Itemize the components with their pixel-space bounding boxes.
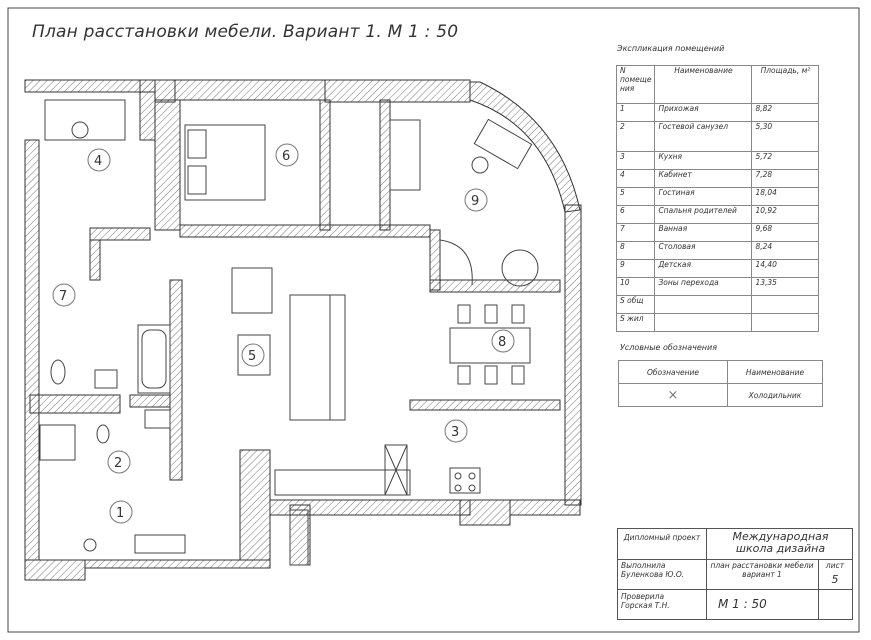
room-8-label: 8 (498, 335, 507, 350)
furniture (40, 100, 538, 565)
room-5-label: 5 (248, 349, 257, 364)
explication-cell-area (752, 296, 819, 314)
title-block (617, 528, 853, 620)
room-9-label: 9 (471, 194, 480, 209)
stamp-doc-title: план расстановки мебели вариант 1 (710, 561, 814, 579)
explication-row (617, 104, 819, 122)
explication-cell-area: 10,92 (752, 206, 819, 224)
explication-row (617, 152, 819, 170)
explication-row (617, 296, 819, 314)
room-3-label: 3 (451, 425, 460, 440)
room-markers (53, 144, 514, 523)
explication-title: Экспликация помещений (617, 44, 725, 53)
explication-cell-name: Гостиная (655, 188, 752, 206)
header-num: N помеще ния (617, 66, 655, 104)
stamp-sheet-label: лист (825, 561, 845, 570)
room-6-label: 6 (282, 149, 291, 164)
explication-cell-name: Спальня родителей (655, 206, 752, 224)
explication-cell-area: 14,40 (752, 260, 819, 278)
header-area: Площадь, м² (752, 66, 819, 104)
explication-cell-num: 7 (617, 224, 655, 242)
explication-cell-name (655, 314, 752, 332)
explication-cell-area: 13,35 (752, 278, 819, 296)
explication-cell-area: 7,28 (752, 170, 819, 188)
stamp-checked-name: Горская Т.Н. (621, 601, 670, 610)
explication-row (617, 188, 819, 206)
room-1-label: 1 (116, 506, 125, 521)
explication-cell-num: 4 (617, 170, 655, 188)
explication-cell-name: Прихожая (655, 104, 752, 122)
legend-table (618, 360, 823, 407)
stamp-sheet-num: 5 (831, 573, 839, 586)
legend-symbol-header: Обозначение (619, 361, 728, 384)
explication-cell-name: Детская (655, 260, 752, 278)
explication-cell-name: Кухня (655, 152, 752, 170)
explication-cell-name: Гостевой санузел (655, 122, 752, 152)
explication-row (617, 170, 819, 188)
explication-row (617, 242, 819, 260)
stamp-scale: М 1 : 50 (718, 597, 767, 611)
explication-cell-num: 5 (617, 188, 655, 206)
explication-cell-area: 8,24 (752, 242, 819, 260)
legend-name: Холодильник (728, 384, 823, 407)
header-name: Наименование (655, 66, 752, 104)
stamp-checked-label: Проверила (621, 592, 665, 601)
explication-row (617, 122, 819, 152)
explication-cell-num: 3 (617, 152, 655, 170)
explication-cell-num: 6 (617, 206, 655, 224)
explication-cell-num: 10 (617, 278, 655, 296)
explication-cell-num: 2 (617, 122, 655, 152)
stamp-executed-name: Буленкова Ю.О. (621, 570, 685, 579)
explication-cell-area: 8,82 (752, 104, 819, 122)
explication-cell-name: Ванная (655, 224, 752, 242)
stamp-executed-label: Выполнила (621, 561, 666, 570)
explication-cell-num: 8 (617, 242, 655, 260)
explication-row (617, 260, 819, 278)
room-4-label: 4 (94, 154, 103, 169)
explication-cell-name: Кабинет (655, 170, 752, 188)
explication-row (617, 206, 819, 224)
explication-cell-name (655, 296, 752, 314)
legend-title: Условные обозначения (620, 343, 718, 352)
explication-row (617, 314, 819, 332)
legend-symbol: × (619, 384, 728, 407)
stamp-project: Дипломный проект (623, 533, 701, 542)
stamp-school: Международная школа дизайна (732, 530, 829, 555)
room-2-label: 2 (114, 456, 123, 471)
explication-cell-num: S общ (617, 296, 655, 314)
explication-table (616, 65, 819, 332)
explication-cell-name: Зоны перехода (655, 278, 752, 296)
explication-cell-area: 18,04 (752, 188, 819, 206)
legend-name-header: Наименование (728, 361, 823, 384)
explication-cell-num: 9 (617, 260, 655, 278)
explication-cell-area: 5,30 (752, 122, 819, 152)
explication-cell-name: Столовая (655, 242, 752, 260)
room-7-label: 7 (59, 289, 68, 304)
explication-cell-area: 5,72 (752, 152, 819, 170)
explication-cell-num: S жил (617, 314, 655, 332)
explication-cell-area: 9,68 (752, 224, 819, 242)
explication-cell-num: 1 (617, 104, 655, 122)
explication-cell-area (752, 314, 819, 332)
explication-row (617, 278, 819, 296)
explication-row (617, 224, 819, 242)
drawing-title: План расстановки мебели. Вариант 1. М 1 : 50 (32, 22, 459, 42)
